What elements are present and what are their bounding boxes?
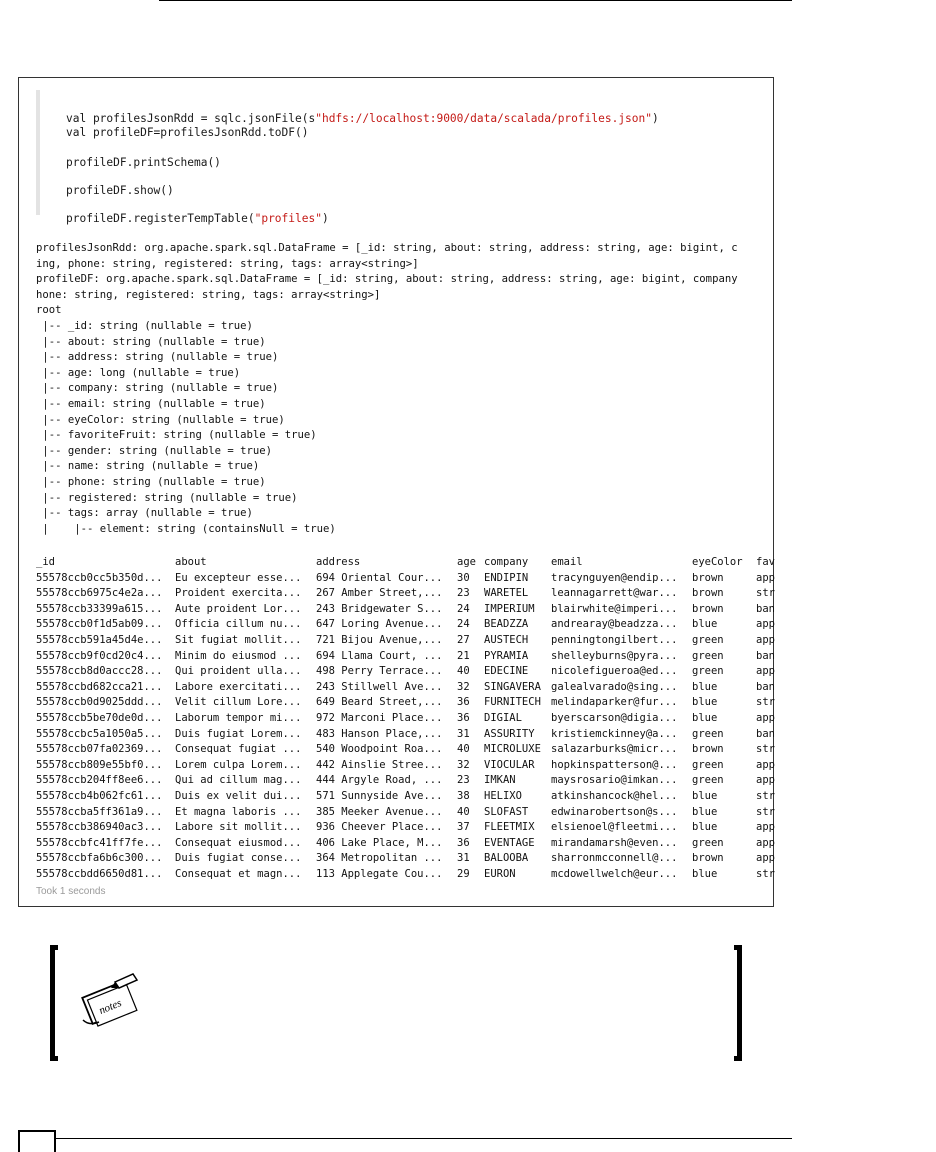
table-cell: app [756,821,775,834]
table-header-cell: company [484,556,529,568]
table-cell: leannagarrett@war... [551,587,678,600]
output-line: |-- age: long (nullable = true) [36,366,241,379]
table-cell: str [756,790,775,802]
table-cell: 55578ccb0cc5b350d... [36,571,163,584]
table-cell: blue [692,696,718,709]
table-header-cell: eyeColor [692,556,743,568]
table-cell: 55578ccb9f0cd20c4... [36,649,163,662]
table-cell: 498 Perry Terrace... [316,665,443,678]
run-time-status: Took 1 seconds [36,886,106,897]
table-cell: 55578ccbd682cca21... [36,680,163,693]
output-line: | |-- element: string (containsNull = true) [36,522,336,535]
table-cell: blue [692,821,718,834]
show-output-table [36,554,775,884]
table-cell: green [692,774,724,787]
table-cell: 364 Metropolitan ... [316,852,443,865]
table-cell: ENDIPIN [484,571,529,584]
table-cell: app [756,758,775,771]
table-cell: 649 Beard Street,... [316,696,443,709]
table-row [36,679,936,695]
table-cell: str [756,696,775,709]
table-row [36,648,936,664]
output-line: |-- company: string (nullable = true) [36,382,279,395]
table-cell: blue [692,868,718,880]
output-line: ing, phone: string, registered: string, tags: array<string>] [36,257,419,270]
table-cell: 55578ccb5be70de0d... [36,712,163,724]
table-header-cell: address [316,556,361,568]
table-cell: app [756,852,775,865]
table-cell: 55578ccb0f1d5ab09... [36,618,163,631]
table-cell: Duis ex velit dui... [175,790,302,802]
code-line-4: profileDF.show() [66,184,174,197]
table-row [36,804,936,820]
table-cell: 483 Hanson Place,... [316,727,443,740]
table-cell: green [692,634,724,646]
table-cell: IMPERIUM [484,602,535,615]
table-cell: Labore sit mollit... [175,821,302,834]
table-cell: IMKAN [484,774,516,787]
table-cell: Duis fugiat Lorem... [175,727,302,740]
table-cell: shelleyburns@pyra... [551,649,678,662]
table-cell: brown [692,743,724,756]
output-line: |-- tags: array (nullable = true) [36,507,253,520]
code-line-1: val profilesJsonRdd = sqlc.jsonFile(s"hdfs://localhost:9000/data/scalada/profiles.json") [66,112,659,125]
table-cell: MICROLUXE [484,743,541,756]
table-cell: 243 Stillwell Ave... [316,680,443,693]
table-cell: Labore exercitati... [175,680,302,693]
table-cell: edwinarobertson@s... [551,805,678,818]
code-line-2: val profileDF=profilesJsonRdd.toDF() [66,126,309,139]
page-number-box [18,1130,56,1152]
table-cell: HELIXO [484,790,522,802]
table-cell: 55578ccb8d0accc28... [36,665,163,678]
table-cell: 936 Cheever Place... [316,821,443,834]
table-cell: Officia cillum nu... [175,618,302,631]
table-cell: blairwhite@imperi... [551,602,678,615]
table-cell: Minim do eiusmod ... [175,649,302,662]
table-cell: galealvarado@sing... [551,680,678,693]
table-cell: 55578ccb591a45d4e... [36,634,163,646]
table-cell: atkinshancock@hel... [551,790,678,802]
table-cell: 55578ccb07fa02369... [36,743,163,756]
table-cell: green [692,727,724,740]
table-row [36,850,936,866]
table-cell: 55578ccb4b062fc61... [36,790,163,802]
table-cell: 267 Amber Street,... [316,587,443,600]
table-row [36,616,936,632]
table-row [36,632,936,648]
table-row [36,710,936,726]
table-cell: byerscarson@digia... [551,712,678,724]
table-cell: brown [692,602,724,615]
table-row [36,788,936,804]
code-cell[interactable] [36,90,775,225]
table-cell: nicolefigueroa@ed... [551,665,678,678]
table-cell: 55578ccb33399a615... [36,602,163,615]
table-cell: str [756,868,775,880]
output-line: |-- about: string (nullable = true) [36,335,266,348]
note-icon-label: notes [97,997,124,1017]
table-cell: 37 [457,821,470,834]
table-cell: 540 Woodpoint Roa... [316,743,443,756]
output-line: |-- email: string (nullable = true) [36,398,266,410]
table-cell: Duis fugiat conse... [175,852,302,865]
table-cell: 55578ccbdd6650d81... [36,868,163,880]
table-cell: Aute proident Lor... [175,602,302,615]
table-cell: kristiemckinney@a... [551,727,678,740]
table-cell: Consequat et magn... [175,868,302,880]
table-cell: blue [692,790,718,802]
table-cell: 113 Applegate Cou... [316,868,443,880]
table-cell: 243 Bridgewater S... [316,602,443,615]
table-cell: melindaparker@fur... [551,696,678,709]
table-cell: ASSURITY [484,727,535,740]
top-rule [159,0,792,1]
table-cell: ban [756,602,775,615]
table-cell: 29 [457,868,470,880]
table-cell: app [756,665,775,678]
table-cell: blue [692,618,718,631]
table-cell: penningtongilbert... [551,634,678,646]
output-line: |-- name: string (nullable = true) [36,460,260,473]
table-cell: green [692,836,724,849]
notes-pencil-icon [75,972,143,1028]
table-cell: DIGIAL [484,712,522,724]
output-line: |-- favoriteFruit: string (nullable = true) [36,429,317,442]
table-row [36,772,936,788]
table-cell: 694 Oriental Cour... [316,571,443,584]
table-header-cell: fav [756,556,775,568]
table-cell: mcdowellwelch@eur... [551,868,678,880]
table-cell: PYRAMIA [484,649,529,662]
table-cell: hopkinspatterson@... [551,758,678,771]
table-cell: Consequat fugiat ... [175,743,302,756]
table-cell: ban [756,649,775,662]
table-row [36,741,936,757]
table-cell: app [756,836,775,849]
table-row [36,694,936,710]
table-cell: elsienoel@fleetmi... [551,821,678,834]
table-cell: 55578ccb809e55bf0... [36,758,163,771]
table-cell: WARETEL [484,587,529,600]
table-cell: Lorem culpa Lorem... [175,758,302,771]
table-cell: tracynguyen@endip... [551,571,678,584]
table-cell: app [756,618,775,631]
table-cell: mirandamarsh@even... [551,836,678,849]
table-cell: str [756,587,775,600]
table-cell: salazarburks@micr... [551,743,678,756]
table-cell: 55578ccbfa6b6c300... [36,852,163,865]
table-cell: 24 [457,602,470,615]
table-cell: 55578ccb386940ac3... [36,821,163,834]
table-cell: 406 Lake Place, M... [316,836,443,849]
table-cell: 972 Marconi Place... [316,712,443,724]
table-cell: green [692,665,724,678]
table-cell: blue [692,712,718,724]
table-row [36,835,936,851]
table-cell: FLEETMIX [484,821,535,834]
table-cell: brown [692,587,724,600]
table-cell: Qui proident ulla... [175,665,302,678]
table-cell: Laborum tempor mi... [175,712,302,724]
table-cell: 55578ccb0d9025ddd... [36,696,163,709]
table-cell: 40 [457,743,470,756]
table-cell: 55578ccba5ff361a9... [36,805,163,818]
table-cell: 442 Ainslie Stree... [316,758,443,771]
table-cell: BEADZZA [484,618,529,631]
table-cell: EVENTAGE [484,836,535,849]
table-cell: FURNITECH [484,696,541,709]
table-cell: SLOFAST [484,805,529,818]
table-cell: str [756,805,775,818]
table-cell: app [756,774,775,787]
table-cell: str [756,743,775,756]
table-row [36,663,936,679]
table-cell: blue [692,680,718,693]
note-left-bracket [50,945,58,1061]
table-cell: 385 Meeker Avenue... [316,805,443,818]
table-cell: 444 Argyle Road, ... [316,774,443,787]
table-cell: Velit cillum Lore... [175,696,302,709]
output-line: |-- _id: string (nullable = true) [36,320,253,332]
table-cell: green [692,758,724,771]
table-cell: VIOCULAR [484,758,535,771]
table-row [36,601,936,617]
table-cell: Qui ad cillum mag... [175,774,302,787]
table-cell: blue [692,805,718,818]
table-header-row [36,554,936,570]
table-cell: Et magna laboris ... [175,805,302,818]
table-cell: Sit fugiat mollit... [175,634,302,646]
table-cell: Consequat eiusmod... [175,836,302,849]
table-cell: AUSTECH [484,634,529,646]
notebook-screenshot [18,77,774,907]
output-line: |-- address: string (nullable = true) [36,351,279,364]
table-cell: app [756,712,775,724]
table-cell: 21 [457,649,470,662]
table-header-cell: age [457,556,476,568]
table-cell: sharronmcconnell@... [551,852,678,865]
output-line: |-- eyeColor: string (nullable = true) [36,413,285,426]
table-cell: ban [756,680,775,693]
table-cell: EDECINE [484,665,529,678]
table-cell: 32 [457,758,470,771]
table-cell: 40 [457,805,470,818]
code-line-3: profileDF.printSchema() [66,156,221,169]
output-line: profilesJsonRdd: org.apache.spark.sql.DataFrame = [_id: string, about: string, address: string, age: bigint, c [36,242,738,254]
table-cell: maysrosario@imkan... [551,774,678,787]
output-line: root [36,304,62,317]
table-cell: 55578ccb6975c4e2a... [36,587,163,600]
output-line: hone: string, registered: string, tags: array<string>] [36,288,381,301]
table-cell: 27 [457,634,470,646]
table-cell: 36 [457,696,470,709]
table-row [36,726,936,742]
table-row [36,757,936,773]
table-cell: brown [692,852,724,865]
table-cell: 571 Sunnyside Ave... [316,790,443,802]
table-row [36,570,936,586]
table-cell: 36 [457,836,470,849]
table-cell: app [756,634,775,646]
table-cell: 40 [457,665,470,678]
table-header-cell: email [551,556,583,568]
table-cell: 38 [457,790,470,802]
bottom-rule [18,1138,792,1139]
table-cell: 32 [457,680,470,693]
table-cell: 694 Llama Court, ... [316,649,443,662]
table-cell: green [692,649,724,662]
table-cell: 647 Loring Avenue... [316,618,443,631]
table-cell: ban [756,727,775,740]
table-cell: brown [692,571,724,584]
table-header-cell: about [175,556,207,568]
table-cell: 31 [457,727,470,740]
table-cell: BALOOBA [484,852,529,865]
table-cell: 55578ccb204ff8ee6... [36,774,163,787]
table-row [36,585,936,601]
note-right-bracket [734,945,742,1061]
code-line-5: profileDF.registerTempTable("profiles") [66,212,329,225]
output-line: |-- gender: string (nullable = true) [36,444,272,457]
output-line: profileDF: org.apache.spark.sql.DataFrame = [_id: string, about: string, address: string, age: bigint, company [36,273,738,286]
table-cell: SINGAVERA [484,680,541,693]
table-cell: Eu excepteur esse... [175,571,302,584]
table-cell: 31 [457,852,470,865]
table-row [36,819,936,835]
table-cell: 55578ccbc5a1050a5... [36,727,163,740]
table-header-cell: _id [36,556,55,568]
output-line: |-- phone: string (nullable = true) [36,476,266,488]
table-cell: 23 [457,774,470,787]
table-cell: EURON [484,868,516,880]
table-cell: app [756,571,775,584]
table-cell: 30 [457,571,470,584]
table-cell: 23 [457,587,470,600]
table-cell: andrearay@beadzza... [551,618,678,631]
table-cell: 721 Bijou Avenue,... [316,634,443,646]
table-cell: Proident exercita... [175,587,302,600]
table-row [36,866,936,882]
table-cell: 55578ccbfc41ff7fe... [36,836,163,849]
output-line: |-- registered: string (nullable = true) [36,491,298,504]
table-cell: 24 [457,618,470,631]
table-cell: 36 [457,712,470,724]
